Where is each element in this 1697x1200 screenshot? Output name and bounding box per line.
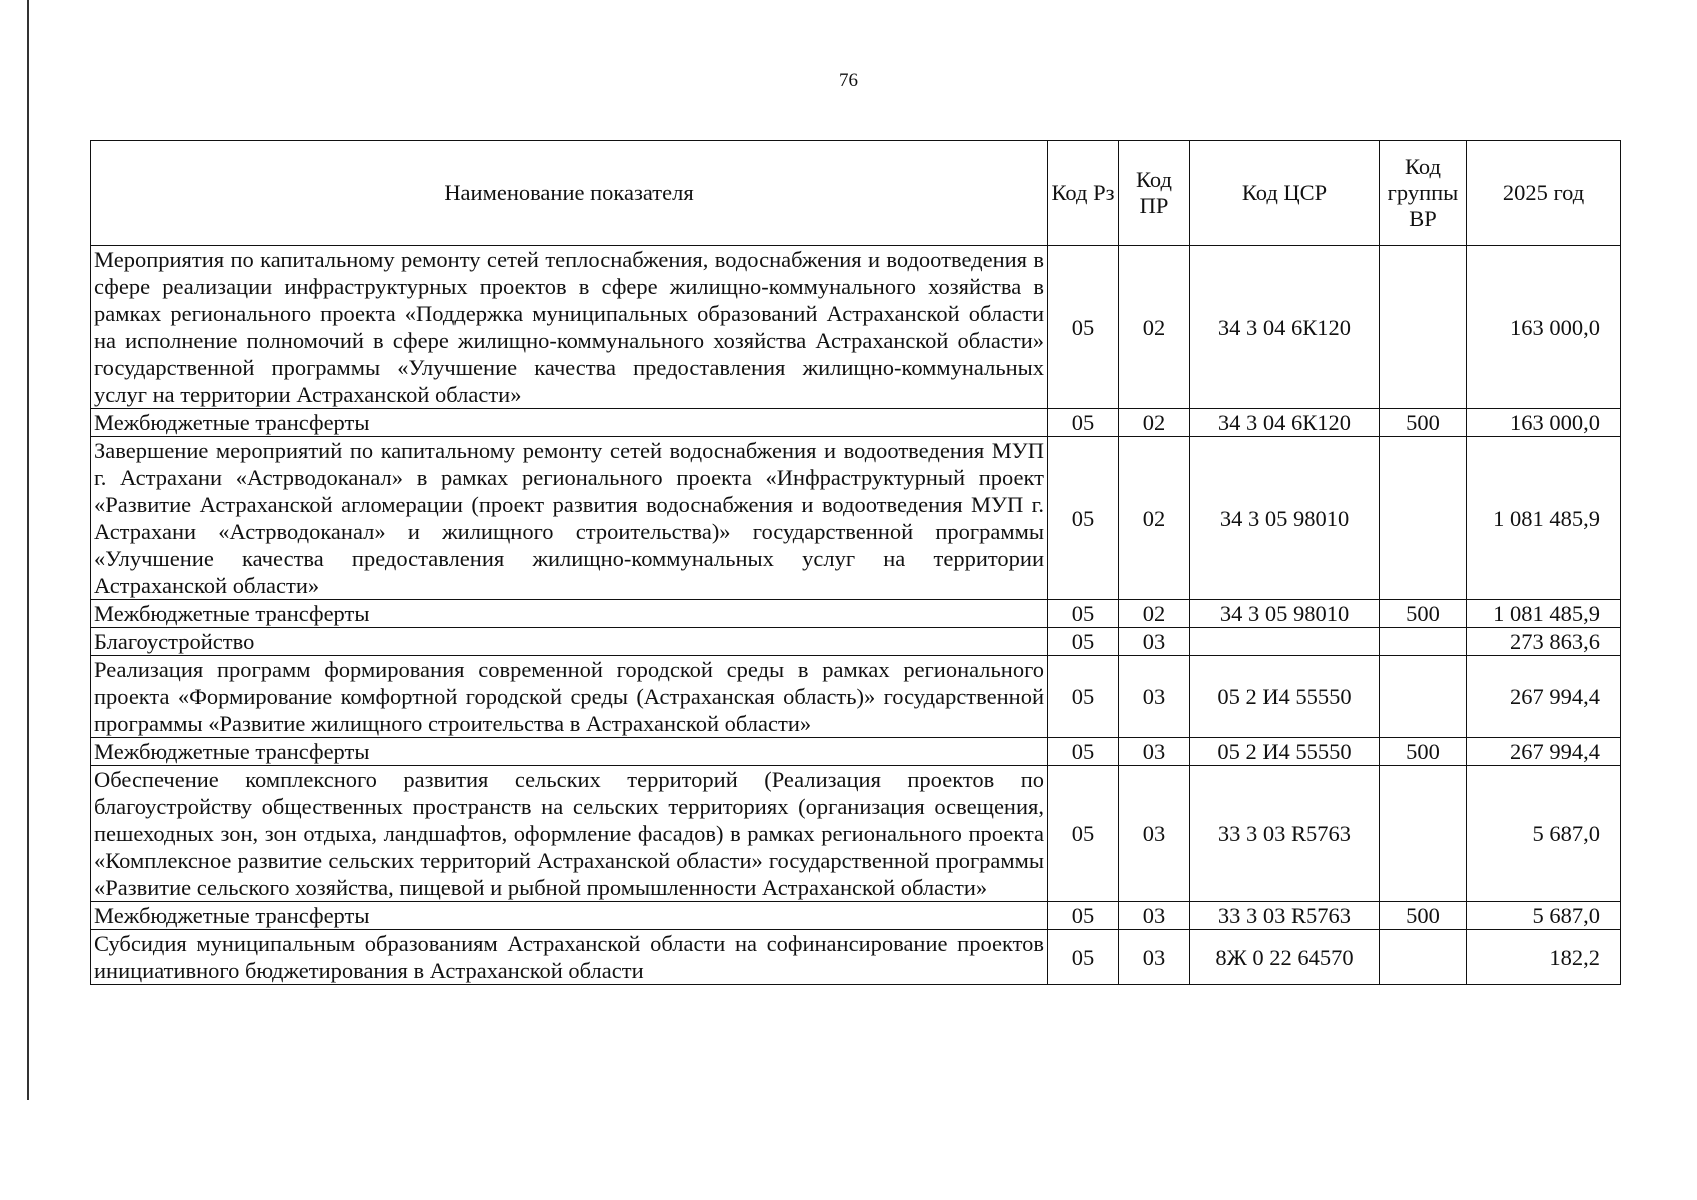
row-amount: 5 687,0 [1467,766,1621,902]
row-vr: 500 [1380,600,1467,628]
row-vr [1380,246,1467,409]
row-csr: 33 3 03 R5763 [1190,902,1380,930]
row-rz: 05 [1048,766,1119,902]
row-rz: 05 [1048,902,1119,930]
row-name: Межбюджетные трансферты [91,738,1048,766]
row-name: Межбюджетные трансферты [91,409,1048,437]
header-csr: Код ЦСР [1190,141,1380,246]
row-name: Межбюджетные трансферты [91,600,1048,628]
row-vr [1380,437,1467,600]
row-pr: 03 [1119,766,1190,902]
row-pr: 03 [1119,902,1190,930]
row-rz: 05 [1048,437,1119,600]
row-rz: 05 [1048,930,1119,985]
table-header-row [91,141,1621,246]
row-pr: 02 [1119,409,1190,437]
row-rz: 05 [1048,656,1119,738]
binding-margin-line [27,0,29,1100]
row-pr: 02 [1119,437,1190,600]
row-csr: 34 3 05 98010 [1190,600,1380,628]
row-vr: 500 [1380,409,1467,437]
row-pr: 03 [1119,930,1190,985]
row-amount: 163 000,0 [1467,246,1621,409]
table-row [91,437,1621,600]
header-rz: Код Рз [1048,141,1119,246]
table-row [91,738,1621,766]
row-pr: 03 [1119,656,1190,738]
row-name: Межбюджетные трансферты [91,902,1048,930]
row-vr [1380,766,1467,902]
row-csr: 34 3 05 98010 [1190,437,1380,600]
table-row [91,902,1621,930]
table-row [91,656,1621,738]
row-name: Завершение мероприятий по капитальному ремонту сетей водоснабжения и водоотведения МУП г. Астрахани «Астрводоканал» в рамках регионального проекта «Инфраструктурный проект «Развитие Астраханской агломерации (проект развития водоснабжения и водоотведения МУП г. Астрахани «Астрводоканал» и жилищного строительства)» государственной программы «Улучшение качества предоставления жилищно-коммунальных услуг на территории Астраханской области» [91,437,1048,600]
row-vr [1380,930,1467,985]
row-amount: 163 000,0 [1467,409,1621,437]
table-row [91,600,1621,628]
row-csr: 8Ж 0 22 64570 [1190,930,1380,985]
row-amount: 1 081 485,9 [1467,437,1621,600]
header-year: 2025 год [1467,141,1621,246]
row-pr: 02 [1119,246,1190,409]
row-csr: 05 2 И4 55550 [1190,738,1380,766]
row-rz: 05 [1048,600,1119,628]
row-name: Реализация программ формирования современной городской среды в рамках регионального проекта «Формирование комфортной городской среды (Астраханская область)» государственной программы «Развитие жилищного строительства в Астраханской области» [91,656,1048,738]
row-pr: 02 [1119,600,1190,628]
table-row [91,246,1621,409]
row-vr [1380,656,1467,738]
row-pr: 03 [1119,738,1190,766]
table-row [91,628,1621,656]
row-amount: 5 687,0 [1467,902,1621,930]
row-amount: 267 994,4 [1467,656,1621,738]
row-rz: 05 [1048,409,1119,437]
row-csr: 33 3 03 R5763 [1190,766,1380,902]
table-row [91,766,1621,902]
page-number: 76 [839,70,858,91]
row-name: Мероприятия по капитальному ремонту сетей теплоснабжения, водоснабжения и водоотведения в сфере реализации инфраструктурных проектов в сфере жилищно-коммунального хозяйства в рамках регионального проекта «Поддержка муниципальных образований Астраханской области на исполнение полномочий в сфере жилищно-коммунального хозяйства Астраханской области» государственной программы «Улучшение качества предоставления жилищно-коммунальных услуг на территории Астраханской области» [91,246,1048,409]
header-name: Наименование показателя [91,141,1048,246]
row-vr: 500 [1380,738,1467,766]
row-rz: 05 [1048,738,1119,766]
header-pr: Код ПР [1119,141,1190,246]
row-name: Субсидия муниципальным образованиям Астраханской области на софинансирование проектов инициативного бюджетирования в Астраханской области [91,930,1048,985]
row-name: Обеспечение комплексного развития сельских территорий (Реализация проектов по благоустройству общественных пространств на сельских территориях (организация освещения, пешеходных зон, зон отдыха, ландшафтов, оформление фасадов) в рамках регионального проекта «Комплексное развитие сельских территорий Астраханской области» государственной программы «Развитие сельского хозяйства, пищевой и рыбной промышленности Астраханской области» [91,766,1048,902]
budget-table [90,140,1621,985]
row-vr: 500 [1380,902,1467,930]
table-row [91,930,1621,985]
row-rz: 05 [1048,246,1119,409]
row-name: Благоустройство [91,628,1048,656]
row-amount: 273 863,6 [1467,628,1621,656]
row-rz: 05 [1048,628,1119,656]
row-pr: 03 [1119,628,1190,656]
header-vr: Код группы ВР [1380,141,1467,246]
row-csr: 05 2 И4 55550 [1190,656,1380,738]
row-amount: 267 994,4 [1467,738,1621,766]
row-amount: 182,2 [1467,930,1621,985]
row-vr [1380,628,1467,656]
row-csr: 34 3 04 6К120 [1190,409,1380,437]
row-csr [1190,628,1380,656]
row-amount: 1 081 485,9 [1467,600,1621,628]
table-row [91,409,1621,437]
row-csr: 34 3 04 6К120 [1190,246,1380,409]
